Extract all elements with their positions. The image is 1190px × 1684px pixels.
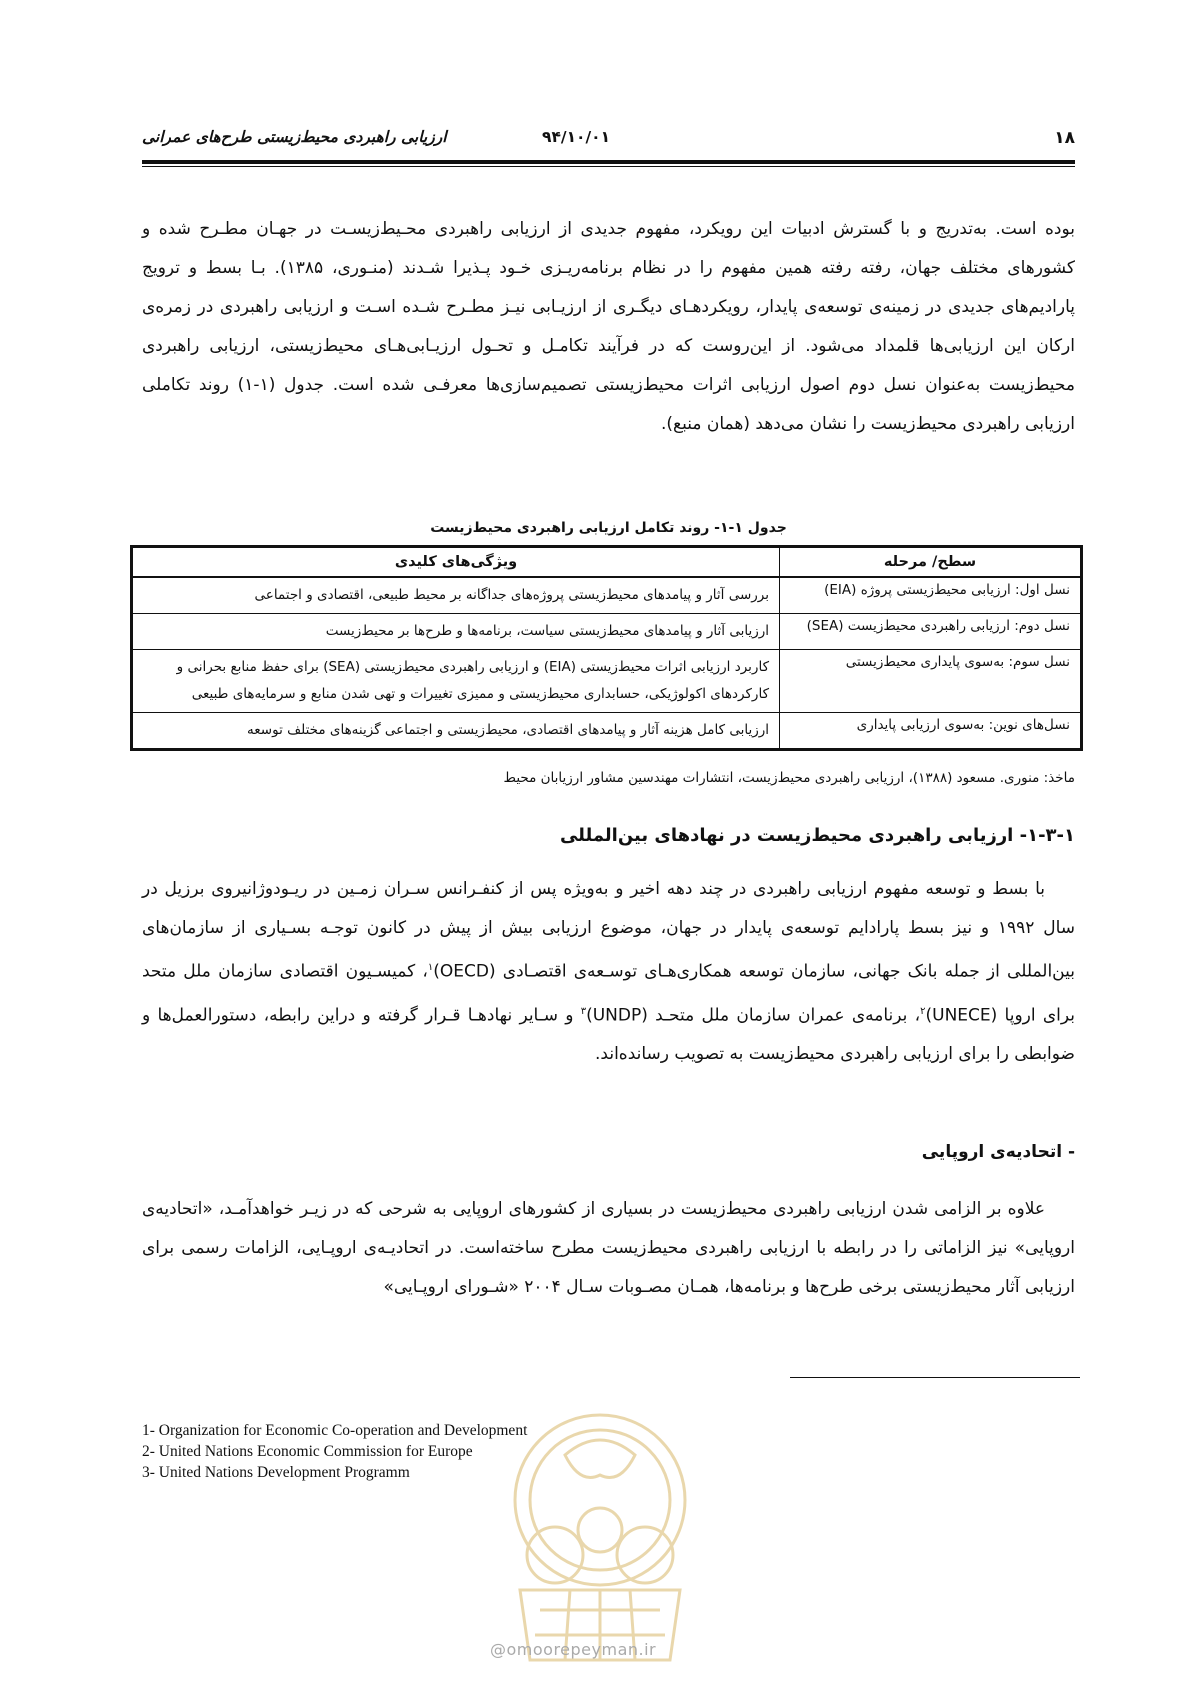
table-cell-level: نسل اول: ارزیابی محیط‌زیستی پروژه (EIA) bbox=[780, 577, 1082, 614]
header-rule-thick bbox=[142, 160, 1075, 164]
footnotes bbox=[142, 1420, 527, 1483]
page-header bbox=[142, 124, 1075, 154]
paragraph-2-part-3: ، برنامه‌ی عمران سازمان ملل متحـد (UNDP) bbox=[586, 1005, 921, 1026]
table-row bbox=[132, 577, 1082, 614]
table-cell-features: ارزیابی آثار و پیامدهای محیط‌زیستی سیاست، برنامه‌ها و طرح‌ها بر محیط‌زیست bbox=[132, 614, 780, 650]
table-row bbox=[132, 650, 1082, 713]
page-number: ۱۸ bbox=[1054, 128, 1075, 148]
paragraph-1: بوده است. به‌تدریج و با گسترش ادبیات این رویکرد، مفهوم جدیدی از ارزیابی راهبردی محـیط‌زیسـت در جهـان مطـرح شده و کشورهای مختلف جهان، رفته رفته همین مفهوم را در نظام برنامه‌ریـزی خـود پـذیرا شـدند (منـوری، ۱۳۸۵). بـا بسط و ترویج پارادیم‌های جدیدی در زمینه‌ی توسعه‌ی پایدار، رویکردهـای دیگـری از ارزیـابی نیـز مطـرح شـده اسـت و ارزیابی راهبردی در زمره‌ی ارکان این ارزیابی‌ها قلمداد می‌شود. از این‌روست که در فرآیند تکامـل و تحـول ارزیـابی‌هـای محیط‌زیستی، ارزیابی راهبردی محیط‌زیست به‌عنوان نسل دوم اصول ارزیابی اثرات محیط‌زیستی تصمیم‌سازی‌ها معرفـی شده است. جدول (۱-۱) روند تکاملی ارزیابی راهبردی محیط‌زیست را نشان می‌دهد (همان منبع). bbox=[142, 219, 1076, 434]
paragraph-2-part-4: و سـایر نهادهـا قـرار گرفته و دراین رابطه، دستورالعمل‌ها و ضوابطی را برای ارزیابی راهبردی محیط‌زیست به تصویب رسانده‌اند. bbox=[142, 1005, 1075, 1065]
footnote-ref-2[interactable]: ۲ bbox=[920, 1005, 926, 1017]
footnote-ref-3[interactable]: ۳ bbox=[580, 1005, 587, 1017]
paragraph-2-part-1: با بسط و توسعه مفهوم ارزیابی راهبردی در چند دهه اخیر و به‌ویژه پس از کنفـرانس سـران زمـین در ریـودوژانیروی برزیل در سال ۱۹۹۲ و نیز بسط پارادایم توسعه‌ی پایدار در جهان، موضوع ارزیابی بیش از پیش در کانون توجـه بسـیاری از سازمان‌های بین‌المللی از جمله بانک جهانی، سازمان توسعه همکاری‌هـای توسـعه‌ی اقتصـادی (OECD) bbox=[142, 879, 1075, 982]
table-cell-level: نسل‌های نوین: به‌سوی ارزیابی پایداری bbox=[780, 713, 1082, 750]
table-cell-level: نسل دوم: ارزیابی راهبردی محیط‌زیست (SEA) bbox=[780, 614, 1082, 650]
evolution-table bbox=[130, 545, 1083, 751]
table-cell-features: کاربرد ارزیابی اثرات محیط‌زیستی (EIA) و ارزیابی راهبردی محیط‌زیستی (SEA) برای حفظ منابع بحرانی و کارکردهای اکولوژیکی، حسابداری محیط‌زیستی و ممیزی تغییرات و تهی شدن منابع و سرمایه‌های طبیعی bbox=[132, 650, 780, 713]
paragraph-3: علاوه بر الزامی شدن ارزیابی راهبردی محیط‌زیست در بسیاری از کشورهای اروپایی به شرحی که در زیـر خواهدآمـد، «اتحادیه‌ی اروپایی» نیز الزاماتی را در رابطه با ارزیابی راهبردی محیط‌زیست مطرح ساخته‌است. در اتحادیـه‌ی اروپـایی، الزامات رسمی برای ارزیابی آثار محیط‌زیستی برخی طرح‌ها و برنامه‌ها، همـان مصـوبات سـال ۲۰۰۴ «شـورای اروپـایی» bbox=[142, 1199, 1075, 1297]
table-row bbox=[132, 614, 1082, 650]
watermark-logo bbox=[480, 1395, 720, 1675]
table-row bbox=[132, 713, 1082, 750]
table-caption: جدول ۱-۱- روند تکامل ارزیابی راهبردی محیط‌زیست bbox=[430, 520, 787, 536]
table-header-features: ویژگی‌های کلیدی bbox=[132, 547, 780, 578]
paragraph-2 bbox=[142, 870, 1075, 1074]
footnote-2: 2- United Nations Economic Commission for Europe bbox=[142, 1443, 473, 1460]
table-cell-features: بررسی آثار و پیامدهای محیط‌زیستی پروژه‌های جداگانه بر محیط طبیعی، اقتصادی و اجتماعی bbox=[132, 577, 780, 614]
footnote-3: 3- United Nations Development Programm bbox=[142, 1464, 410, 1481]
header-rule-thin bbox=[142, 166, 1075, 167]
footnote-separator bbox=[790, 1377, 1080, 1378]
table-header-row bbox=[132, 547, 1082, 578]
footnote-ref-1[interactable]: ۱ bbox=[427, 962, 434, 973]
watermark-text: @omoorepeyman.ir bbox=[490, 1640, 657, 1659]
paragraph-2-part-2: ، کمیسـیون اقتصادی سازمان ملل متحد برای اروپا (UNECE) bbox=[142, 961, 1075, 1026]
table-header-level: سطح/ مرحله bbox=[780, 547, 1082, 578]
section-heading: ۱-۳-۱- ارزیابی راهبردی محیط‌زیست در نهادهای بین‌المللی bbox=[559, 825, 1075, 846]
footnote-1: 1- Organization for Economic Co-operation and Development bbox=[142, 1422, 528, 1439]
subsection-heading: - اتحادیه‌ی اروپایی bbox=[921, 1142, 1075, 1162]
table-cell-features: ارزیابی کامل هزینه آثار و پیامدهای اقتصادی، محیط‌زیستی و اجتماعی گزینه‌های مختلف توسعه bbox=[132, 713, 780, 750]
header-title: ارزیابی راهبردی محیط‌زیستی طرح‌های عمرانی bbox=[142, 128, 447, 146]
header-date: ۹۴/۱۰/۰۱ bbox=[542, 128, 611, 146]
table-cell-level: نسل سوم: به‌سوی پایداری محیط‌زیستی bbox=[780, 650, 1082, 713]
table-source: ماخذ: منوری. مسعود (۱۳۸۸)، ارزیابی راهبردی محیط‌زیست، انتشارات مهندسین مشاور ارزیابان محیط bbox=[503, 770, 1075, 786]
